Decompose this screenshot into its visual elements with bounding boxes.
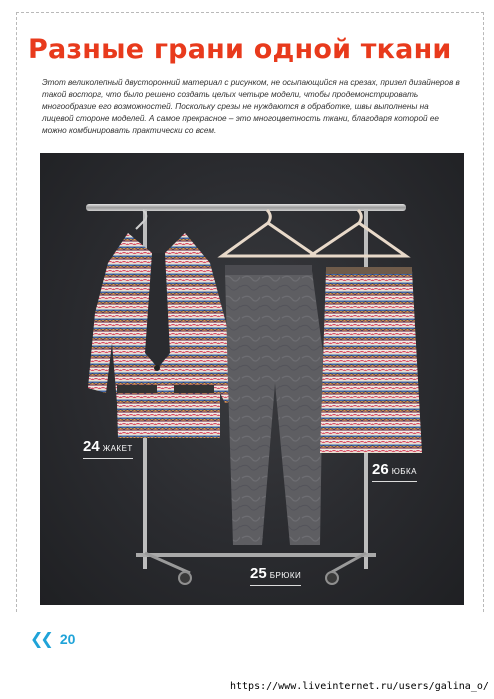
label-underline — [250, 585, 301, 586]
item-label-skirt — [372, 462, 417, 478]
item-number: 25 — [250, 565, 267, 582]
intro-text: Этот великолепный двусторонний материал с рисунком, не осыпающийся на срезах, призел дизайнеров в такой восторг, что было решено создать целых четыре модели, чтобы продемонстрировать многообразие его возможностей. Поскольку срезы не нуждаются в обработке, швы выполнены на лицевой стороне моделей. А самое прекрасное – это многоцветность ткани, благодаря которой ее можно комбинировать практически со всем. — [42, 78, 460, 135]
product-photo — [40, 153, 464, 605]
item-name: ЖАКЕТ — [102, 444, 133, 453]
page-footer — [30, 630, 75, 648]
clothing-rack-illustration — [40, 153, 464, 605]
item-number: 24 — [83, 438, 100, 455]
item-label-trousers — [250, 566, 301, 582]
item-label-jacket — [83, 439, 133, 455]
label-underline — [83, 458, 133, 459]
item-name: БРЮКИ — [269, 571, 302, 580]
page-number: 20 — [59, 631, 76, 647]
double-chevron-left-icon: ❮❮ — [30, 631, 51, 648]
watermark-url: https://www.liveinternet.ru/users/galina_o/ — [230, 681, 489, 692]
item-name: ЮБКА — [391, 467, 418, 476]
label-underline — [372, 481, 417, 482]
item-number: 26 — [372, 461, 389, 478]
page-title: Разные грани одной ткани — [28, 34, 452, 65]
